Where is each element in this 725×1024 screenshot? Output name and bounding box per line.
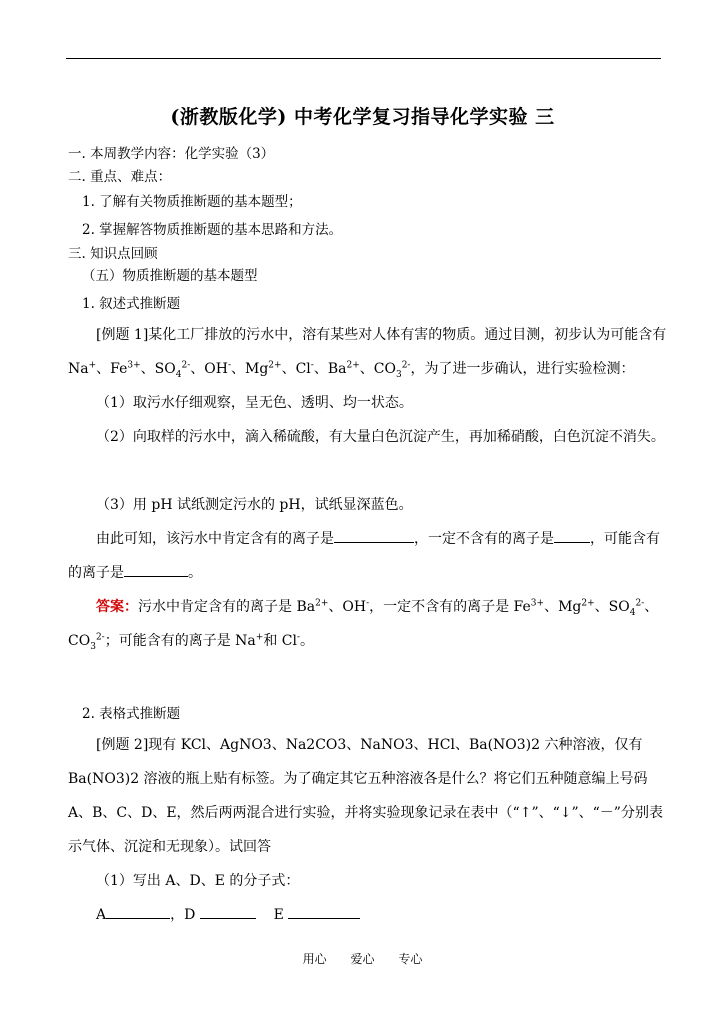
example-1-intro: [例题 1]某化工厂排放的污水中，溶有某些对人体有害的物质。通过目测，初步认为可能含有 Na+、$Fe^{3+}$、$SO_4^{2-}$、OH-、$Mg^{2+}$、Cl-、$Ba^{2+}$、$CO_3^{2-}$，为了进一步确认，进行实验检测： [68,327,667,380]
header-rule [66,58,661,59]
blank-a[interactable] [106,906,170,919]
type-1-heading: 1. 叙述式推断题 [82,296,181,312]
blank-e[interactable] [288,906,360,919]
footer-item: 专心 [398,952,423,966]
footer-item: 爱心 [350,952,375,966]
type-2-heading: 2. 表格式推断题 [82,706,181,722]
example-1-answer: 答案：污水中肯定含有的离子是 $Ba^{2+}$、OH-，一定不含有的离子是 $Fe^{3+}$、$Mg^{2+}$、$SO_4^{2-}$、$CO_3^{2-}$；可能含有的离子是 Na+和 Cl-。 [68,598,659,652]
section-2-item-2: 2. 掌握解答物质推断题的基本思路和方法。 [82,222,343,238]
example-2-blanks: A ，D E [96,898,596,932]
answer-blank[interactable] [334,530,414,543]
section-3: 三. 知识点回顾 [68,246,158,262]
answer-blank[interactable] [554,530,590,543]
section-3-subtitle: （五）物质推断题的基本题型 [82,268,258,284]
answer-label: 答案： [96,599,138,615]
example-1-question: 由此可知，该污水中肯定含有的离子是 ，一定不含有的离子是 ，可能含有的离子是 。 [68,531,660,581]
footer-item: 用心 [302,952,327,966]
example-1-step-3: （3）用 pH 试纸测定污水的 pH，试纸显深蓝色。 [96,497,413,513]
example-1-step-1: （1）取污水仔细观察，呈无色、透明、均一状态。 [96,395,413,411]
page-title: (浙教版化学) 中考化学复习指导化学实验 三 [170,106,555,128]
example-2-q1: （1）写出 A、D、E 的分子式： [96,873,300,889]
section-2-item-1: 1. 了解有关物质推断题的基本题型； [82,194,302,210]
blank-d[interactable] [200,906,256,919]
footer [0,950,725,967]
example-2-intro: [例题 2]现有 KCl、AgNO3、Na2CO3、NaNO3、HCl、Ba(NO3)2 六种溶液，仅有 Ba(NO3)2 溶液的瓶上贴有标签。为了确定其它五种溶液各是什么？将它们五种随意编上号码 A、B、C、D、E，然后两两混合进行实验，并将实验现象记录在表中（“↑”、“↓”、“－”分别表示气体、沉淀和无现象）。试回答 [68,737,663,855]
section-1: 一. 本周教学内容：化学实验（3） [68,146,275,162]
example-1-step-2: （2）向取样的污水中，滴入稀硫酸，有大量白色沉淀产生，再加稀硝酸，白色沉淀不消失。 [96,429,665,445]
answer-blank[interactable] [124,564,188,577]
section-2: 二. 重点、难点： [68,169,172,185]
